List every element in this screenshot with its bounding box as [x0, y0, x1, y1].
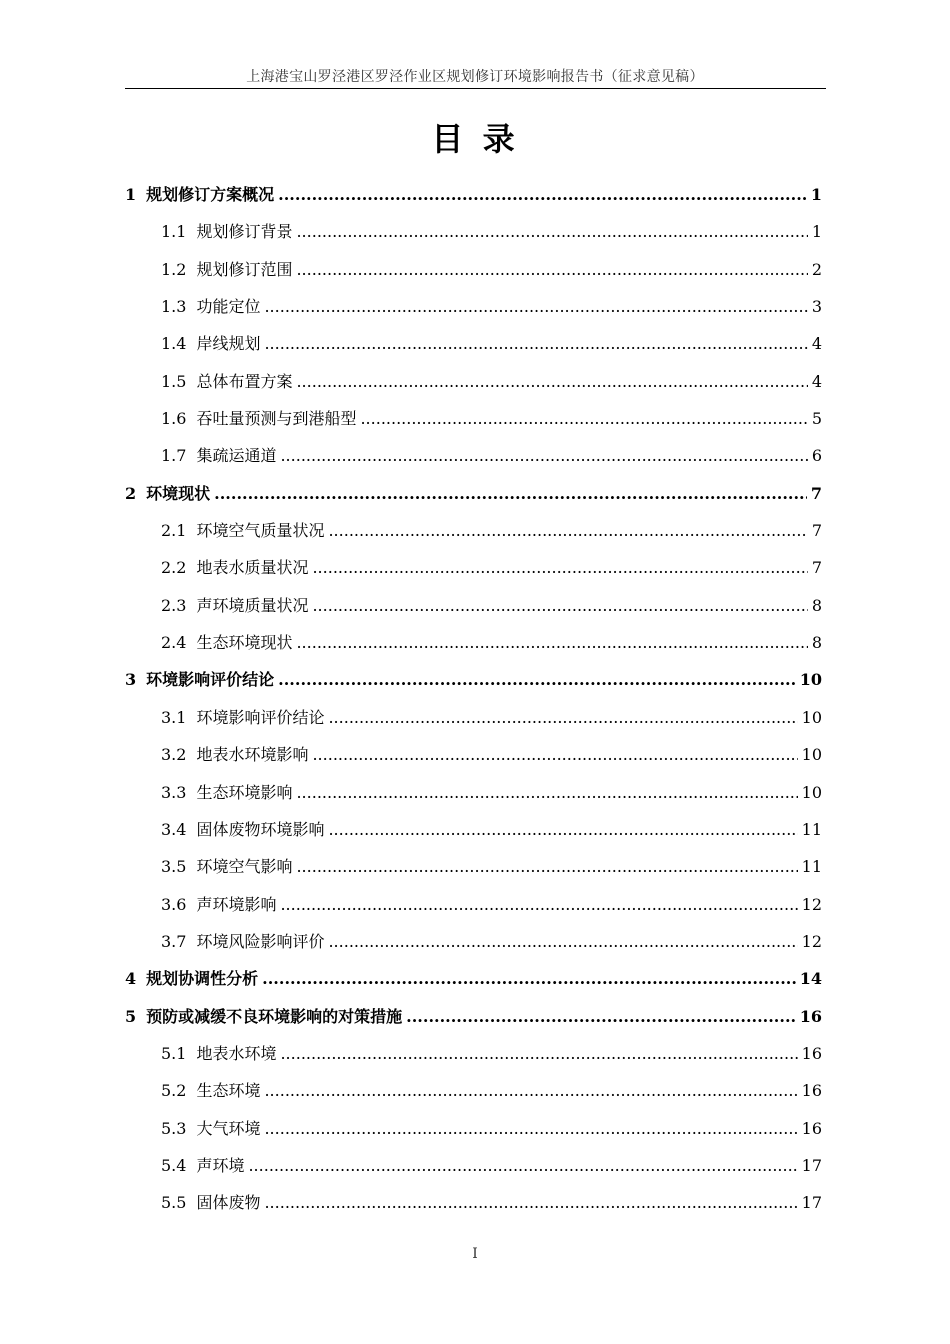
toc-entry-title: 岸线规划	[196, 334, 261, 354]
dot-leader	[296, 251, 807, 288]
toc-entry-title: 总体布置方案	[196, 371, 293, 391]
toc-entry-page: 17	[801, 1193, 822, 1213]
toc-entry-title: 生态环境影响	[196, 782, 293, 802]
toc-entry-title: 环境现状	[146, 483, 211, 503]
toc-entry-number: 2.4	[161, 633, 187, 653]
toc-entry-2-2[interactable]	[125, 549, 822, 586]
toc-entry-page: 2	[811, 259, 822, 279]
toc-entry-page: 10	[801, 745, 822, 765]
toc-entry-number: 5.4	[161, 1155, 187, 1175]
toc-entry-title: 规划协调性分析	[146, 969, 259, 989]
toc-entry-number: 4	[125, 969, 137, 989]
toc-entry-number: 1.2	[161, 259, 187, 279]
toc-entry-1-1[interactable]	[125, 213, 822, 250]
dot-leader	[262, 960, 796, 997]
toc-entry-4[interactable]	[125, 960, 822, 997]
toc-entry-title: 地表水环境	[196, 1043, 277, 1063]
dot-leader	[328, 699, 797, 736]
toc-entry-3-1[interactable]	[125, 699, 822, 736]
toc-entry-title: 大气环境	[196, 1118, 261, 1138]
toc-entry-page: 12	[801, 894, 822, 914]
toc-entry-1-7[interactable]	[125, 437, 822, 474]
toc-entry-1-3[interactable]	[125, 288, 822, 325]
toc-entry-number: 3.3	[161, 782, 187, 802]
toc-entry-title: 生态环境现状	[196, 633, 293, 653]
dot-leader	[296, 848, 797, 885]
dot-leader	[214, 475, 807, 512]
toc-entry-2-1[interactable]	[125, 512, 822, 549]
toc-entry-number: 1.5	[161, 371, 187, 391]
dot-leader	[248, 1147, 797, 1184]
toc-entry-number: 3.2	[161, 745, 187, 765]
toc-entry-title: 环境风险影响评价	[196, 931, 325, 951]
toc-entry-title: 预防或减缓不良环境影响的对策措施	[146, 1006, 403, 1026]
toc-entry-5-1[interactable]	[125, 1035, 822, 1072]
toc-entry-2-3[interactable]	[125, 587, 822, 624]
toc-entry-number: 3.4	[161, 819, 187, 839]
dot-leader	[296, 363, 807, 400]
dot-leader	[264, 288, 807, 325]
toc-entry-page: 7	[811, 521, 822, 541]
toc-entry-page: 12	[801, 931, 822, 951]
toc-entry-number: 5.5	[161, 1193, 187, 1213]
toc-entry-page: 17	[801, 1155, 822, 1175]
toc-entry-page: 11	[801, 857, 822, 877]
toc-entry-title: 声环境影响	[196, 894, 277, 914]
toc-entry-number: 2.3	[161, 595, 187, 615]
toc-entry-number: 5.1	[161, 1043, 187, 1063]
toc-entry-3-4[interactable]	[125, 811, 822, 848]
toc-title: 目 录	[431, 120, 519, 158]
toc-entry-number: 3.1	[161, 707, 187, 727]
toc-entry-page: 16	[801, 1081, 822, 1101]
toc-entry-title: 固体废物环境影响	[196, 819, 325, 839]
toc-entry-number: 1.6	[161, 409, 187, 429]
toc-entry-page: 10	[801, 707, 822, 727]
toc-entry-1[interactable]	[125, 176, 822, 213]
toc-entry-title: 环境影响评价结论	[146, 670, 275, 690]
toc-entry-number: 1.1	[161, 222, 187, 242]
toc-entry-title: 环境空气质量状况	[196, 521, 325, 541]
toc-entry-number: 2	[125, 483, 137, 503]
toc-entry-page: 16	[801, 1118, 822, 1138]
toc-entry-number: 1.4	[161, 334, 187, 354]
toc-entry-page: 3	[811, 297, 822, 317]
toc-entry-number: 1.7	[161, 446, 187, 466]
dot-leader	[280, 1035, 797, 1072]
toc-entry-3[interactable]	[125, 661, 822, 698]
toc-entry-page: 7	[811, 558, 822, 578]
toc-entry-page: 8	[811, 595, 822, 615]
toc-entry-page: 16	[801, 1043, 822, 1063]
table-of-contents	[125, 176, 822, 1222]
toc-entry-number: 1.3	[161, 297, 187, 317]
dot-leader	[280, 886, 797, 923]
toc-entry-number: 5.2	[161, 1081, 187, 1101]
toc-entry-title: 吞吐量预测与到港船型	[196, 409, 357, 429]
toc-entry-5[interactable]	[125, 998, 822, 1035]
toc-entry-page: 14	[799, 969, 822, 989]
toc-entry-page: 1	[810, 185, 822, 204]
toc-entry-number: 5.3	[161, 1118, 187, 1138]
toc-entry-number: 2.2	[161, 558, 187, 578]
toc-entry-number: 3	[125, 670, 137, 690]
toc-entry-title: 地表水质量状况	[196, 558, 309, 578]
dot-leader	[406, 998, 796, 1035]
dot-leader	[278, 661, 796, 698]
toc-entry-3-7[interactable]	[125, 923, 822, 960]
toc-entry-2[interactable]	[125, 475, 822, 512]
toc-entry-title: 环境影响评价结论	[196, 707, 325, 727]
toc-entry-page: 5	[811, 409, 822, 429]
toc-entry-5-3[interactable]	[125, 1110, 822, 1147]
dot-leader	[296, 774, 797, 811]
toc-entry-title: 声环境	[196, 1155, 245, 1175]
dot-leader	[264, 1184, 797, 1221]
dot-leader	[328, 923, 797, 960]
toc-entry-title: 固体废物	[196, 1193, 261, 1213]
dot-leader	[328, 811, 797, 848]
dot-leader	[328, 512, 807, 549]
toc-entry-1-4[interactable]	[125, 325, 822, 362]
dot-leader	[296, 624, 807, 661]
toc-entry-page: 10	[799, 670, 822, 690]
toc-entry-3-3[interactable]	[125, 774, 822, 811]
toc-entry-title: 环境空气影响	[196, 857, 293, 877]
toc-entry-number: 2.1	[161, 521, 187, 541]
toc-entry-page: 8	[811, 633, 822, 653]
toc-entry-number: 3.7	[161, 931, 187, 951]
running-header: 上海港宝山罗泾港区罗泾作业区规划修订环境影响报告书（征求意见稿）	[246, 69, 704, 85]
header-divider	[125, 88, 826, 89]
dot-leader	[264, 1072, 797, 1109]
toc-entry-page: 4	[811, 334, 822, 354]
toc-entry-number: 1	[125, 185, 137, 204]
dot-leader	[360, 400, 807, 437]
dot-leader	[264, 1110, 797, 1147]
toc-entry-page: 11	[801, 819, 822, 839]
toc-entry-3-2[interactable]	[125, 736, 822, 773]
toc-entry-page: 1	[811, 222, 822, 242]
toc-entry-2-4[interactable]	[125, 624, 822, 661]
dot-leader	[312, 549, 807, 586]
dot-leader	[312, 736, 797, 773]
toc-entry-5-2[interactable]	[125, 1072, 822, 1109]
dot-leader	[280, 437, 807, 474]
toc-entry-3-5[interactable]	[125, 848, 822, 885]
dot-leader	[312, 587, 807, 624]
toc-entry-title: 地表水环境影响	[196, 745, 309, 765]
dot-leader	[296, 213, 807, 250]
toc-entry-1-5[interactable]	[125, 363, 822, 400]
toc-entry-title: 声环境质量状况	[196, 595, 309, 615]
toc-entry-number: 3.6	[161, 894, 187, 914]
toc-entry-title: 规划修订方案概况	[146, 185, 275, 204]
toc-entry-title: 生态环境	[196, 1081, 261, 1101]
toc-entry-page: 7	[810, 483, 822, 503]
toc-entry-5-5[interactable]	[125, 1184, 822, 1221]
toc-entry-page: 10	[801, 782, 822, 802]
toc-entry-title: 规划修订范围	[196, 259, 293, 279]
toc-entry-page: 16	[799, 1006, 822, 1026]
toc-entry-1-2[interactable]	[125, 251, 822, 288]
toc-entry-1-6[interactable]	[125, 400, 822, 437]
toc-entry-page: 4	[811, 371, 822, 391]
toc-entry-title: 集疏运通道	[196, 446, 277, 466]
toc-entry-page: 6	[811, 446, 822, 466]
toc-entry-title: 规划修订背景	[196, 222, 293, 242]
toc-entry-number: 3.5	[161, 857, 187, 877]
toc-entry-5-4[interactable]	[125, 1147, 822, 1184]
toc-entry-number: 5	[125, 1006, 137, 1026]
toc-entry-title: 功能定位	[196, 297, 261, 317]
dot-leader	[278, 176, 807, 213]
dot-leader	[264, 325, 807, 362]
page-number: I	[472, 1246, 478, 1262]
toc-entry-3-6[interactable]	[125, 886, 822, 923]
